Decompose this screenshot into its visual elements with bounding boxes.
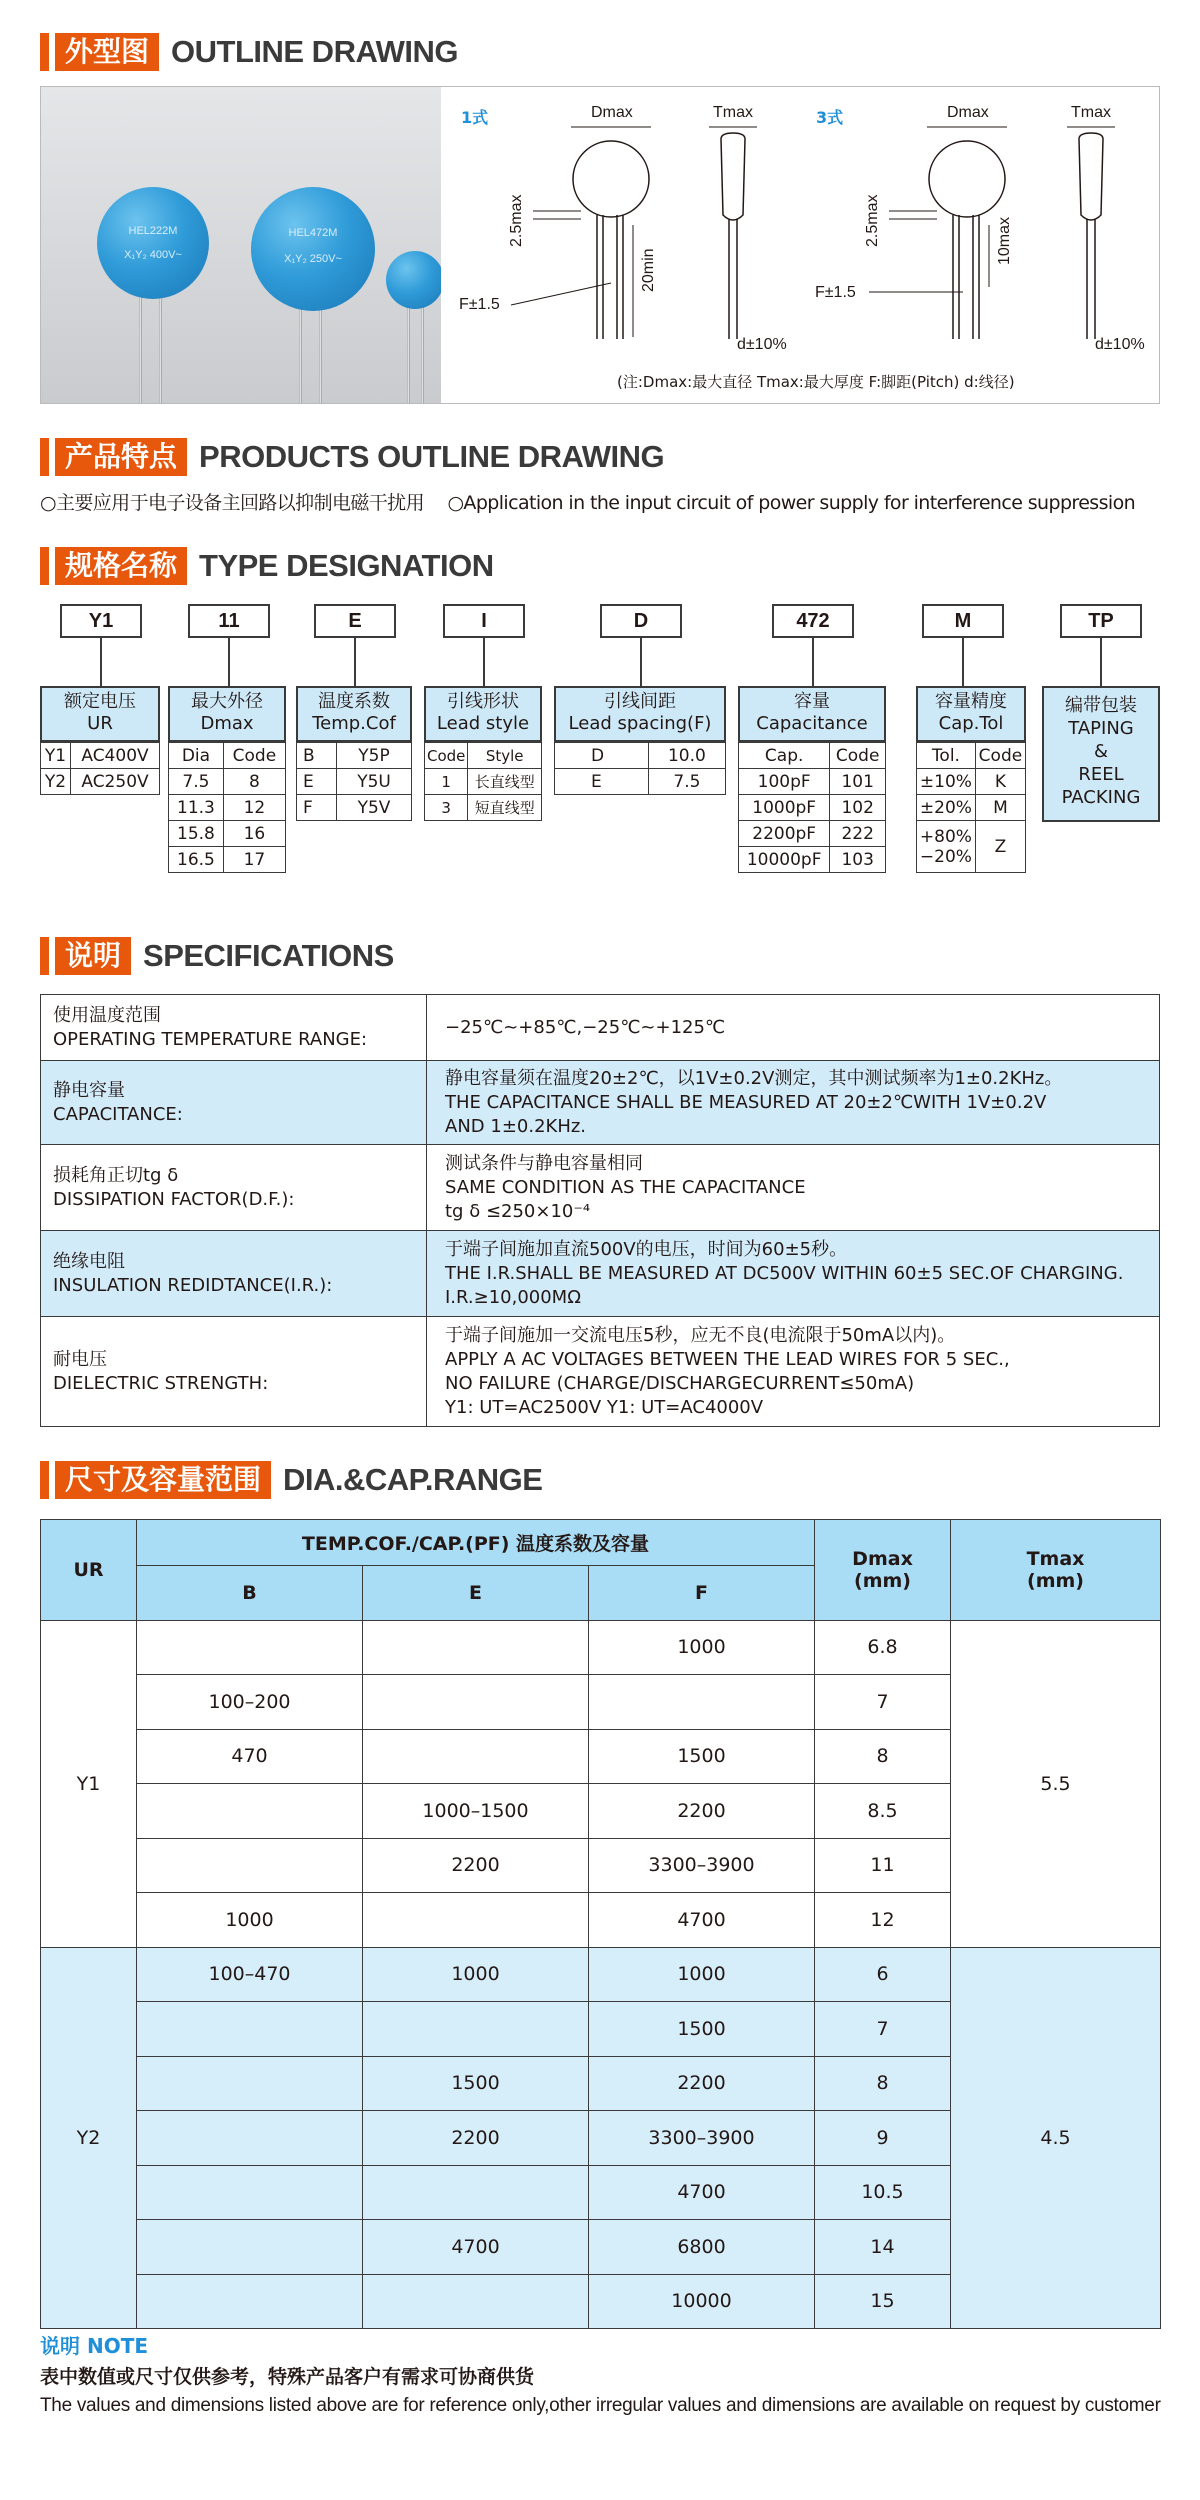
table-cell: 3 xyxy=(425,795,468,821)
lead-wire xyxy=(407,301,410,403)
section-title-cn: 外型图 xyxy=(55,33,159,71)
table-cell: Code xyxy=(975,743,1025,769)
tmax-col-header xyxy=(951,1520,1161,1621)
max10-label: 10max xyxy=(996,216,1013,265)
tmax-cell: 4.5 xyxy=(951,1947,1161,2329)
table-cell: 102 xyxy=(830,795,886,821)
table-cell: 11.3 xyxy=(169,795,224,821)
table-cell xyxy=(363,1893,589,1948)
lead-wire xyxy=(421,301,424,403)
pack-line: PACKING xyxy=(1061,787,1141,808)
table-cell: 100–470 xyxy=(137,1947,363,2002)
spec-value xyxy=(427,1231,1160,1317)
table-cell: 2200pF xyxy=(739,821,830,847)
table-row xyxy=(739,743,886,769)
table-cell: 8 xyxy=(815,1729,951,1784)
dmax-header-unit: (mm) xyxy=(854,1569,911,1592)
side-outline xyxy=(1079,133,1103,220)
spec-label-cn: 静电容量 xyxy=(53,1079,125,1101)
feature-item-en: ○Application in the input circuit of power supply for interference suppression xyxy=(447,492,1136,514)
lead-title-cn: 引线形状 xyxy=(447,691,519,712)
table-cell: 6.8 xyxy=(815,1620,951,1675)
spec-label-cn: 耐电压 xyxy=(53,1348,107,1370)
spec-value-line: 于端子间施加直流500V的电压，时间为60±5秒。 xyxy=(445,1238,848,1260)
section-marker xyxy=(40,438,49,476)
temp-col-header: TEMP.COF./CAP.(PF) 温度系数及容量 xyxy=(137,1520,815,1566)
wire-label: d±10% xyxy=(1095,336,1145,353)
table-cell: 10000pF xyxy=(739,847,830,873)
tol-table xyxy=(916,742,1026,873)
spec-value-line: tg δ ≤250×10⁻⁴ xyxy=(445,1200,591,1222)
code-box-pack: TP xyxy=(1060,604,1142,638)
table-row xyxy=(41,1620,1161,1675)
table-cell xyxy=(363,1620,589,1675)
note-text-en: The values and dimensions listed above are for reference only,other irregular values and dimensions are available on request by customer xyxy=(40,2395,1161,2416)
tmax-header-label: Tmax xyxy=(1026,1547,1085,1570)
code-box-lead: I xyxy=(443,604,525,638)
connector-line xyxy=(1100,638,1102,686)
capacitor-marking: HEL222M xyxy=(128,225,178,237)
ur-cell: Y1 xyxy=(41,1620,137,1947)
spec-row xyxy=(41,1231,1160,1317)
capacitor-marking: X₁Y₂ 250V~ xyxy=(284,253,342,265)
table-cell: 3300–3900 xyxy=(589,1838,815,1893)
section-title-cn: 尺寸及容量范围 xyxy=(55,1461,271,1499)
dmax-header-label: Dmax xyxy=(852,1547,913,1570)
section-title-en: TYPE DESIGNATION xyxy=(199,548,494,583)
table-row xyxy=(917,795,1026,821)
tmax-label: Tmax xyxy=(713,104,753,121)
table-cell xyxy=(363,2165,589,2220)
spec-value xyxy=(427,1145,1160,1231)
table-row xyxy=(555,769,726,795)
table-cell: 14 xyxy=(815,2220,951,2275)
table-cell: 8 xyxy=(223,769,285,795)
section-title-cn: 规格名称 xyxy=(55,547,187,585)
connector-line xyxy=(354,638,356,686)
spec-row xyxy=(41,1145,1160,1231)
min20-label: 20min xyxy=(640,248,657,292)
drawing-note: (注:Dmax:最大直径 Tmax:最大厚度 F:脚距(Pitch) d:线径) xyxy=(617,373,1015,391)
pack-line: & xyxy=(1093,741,1109,762)
table-row xyxy=(739,821,886,847)
table-cell: ±20% xyxy=(917,795,976,821)
disc-outline xyxy=(573,141,649,217)
section-title-cn: 产品特点 xyxy=(55,438,187,476)
table-cell: 8.5 xyxy=(815,1784,951,1839)
section-title-en: PRODUCTS OUTLINE DRAWING xyxy=(199,439,665,474)
table-cell: Dia xyxy=(169,743,224,769)
table-cell xyxy=(589,1675,815,1730)
cap-header xyxy=(738,686,886,742)
table-cell: 103 xyxy=(830,847,886,873)
packing-box xyxy=(1042,686,1160,822)
table-cell xyxy=(363,1675,589,1730)
pack-line: REEL xyxy=(1078,764,1124,785)
temp-title-en: Temp.Cof xyxy=(312,713,396,734)
spec-value-line: Y1: UT=AC2500V Y1: UT=AC4000V xyxy=(445,1396,764,1418)
temp-table xyxy=(296,742,412,821)
table-cell: +80% −20% xyxy=(917,821,976,873)
table-cell: 2200 xyxy=(363,1838,589,1893)
table-cell: 15 xyxy=(815,2274,951,2329)
f-col-header: F xyxy=(589,1566,815,1621)
table-row xyxy=(297,769,412,795)
ur-title-en: UR xyxy=(87,713,113,734)
table-cell: 1000 xyxy=(589,1620,815,1675)
table-row xyxy=(297,743,412,769)
table-cell: 16.5 xyxy=(169,847,224,873)
lead-title-en: Lead style xyxy=(436,713,530,734)
section-marker xyxy=(40,1461,49,1499)
table-cell: M xyxy=(975,795,1025,821)
table-row xyxy=(739,769,886,795)
table-row xyxy=(41,769,160,795)
table-cell: 12 xyxy=(223,795,285,821)
table-cell: 1500 xyxy=(589,2002,815,2057)
table-cell xyxy=(137,2274,363,2329)
table-cell: 100pF xyxy=(739,769,830,795)
connector-line xyxy=(228,638,230,686)
spec-value-line: NO FAILURE (CHARGE/DISCHARGECURRENT≤50mA) xyxy=(445,1372,915,1394)
table-row xyxy=(169,743,286,769)
dia-table xyxy=(168,742,286,873)
tol-header xyxy=(916,686,1026,742)
dia-title-cn: 最大外径 xyxy=(191,691,263,712)
table-cell: Cap. xyxy=(739,743,830,769)
cap-table xyxy=(738,742,886,873)
spec-label-cn: 损耗角正切tg δ xyxy=(53,1164,179,1186)
pitch-label: F±1.5 xyxy=(459,296,500,313)
code-box-dia: 11 xyxy=(188,604,270,638)
table-cell: 2200 xyxy=(589,2056,815,2111)
outline-drawing-panel xyxy=(40,86,1160,404)
table-row xyxy=(739,847,886,873)
table-cell: 7.5 xyxy=(648,769,725,795)
pitch-label: F±1.5 xyxy=(815,284,856,301)
table-cell: 1 xyxy=(425,769,468,795)
capacitor-marking: HEL472M xyxy=(288,227,338,239)
table-cell: 15.8 xyxy=(169,821,224,847)
table-cell xyxy=(363,2274,589,2329)
spec-row xyxy=(41,995,1160,1061)
tol-title-cn: 容量精度 xyxy=(935,691,1007,712)
lead-header xyxy=(424,686,542,742)
spec-label-en: OPERATING TEMPERATURE RANGE: xyxy=(53,1028,368,1050)
pitch-leader xyxy=(511,283,611,305)
table-cell: 10.0 xyxy=(648,743,725,769)
dimension-drawing xyxy=(441,87,1159,403)
connector-line xyxy=(962,638,964,686)
b-col-header: B xyxy=(137,1566,363,1621)
spacing-title-en: Lead spacing(F) xyxy=(568,713,712,734)
note-text-cn: 表中数值或尺寸仅供参考，特殊产品客户有需求可协商供货 xyxy=(40,2366,535,2388)
connector-line xyxy=(483,638,485,686)
spec-value-line: THE I.R.SHALL BE MEASURED AT DC500V WITHIN 60±5 SEC.OF CHARGING. xyxy=(445,1262,1124,1284)
spec-label xyxy=(41,1145,427,1231)
ur-header xyxy=(40,686,160,742)
capacitor-marking: X₁Y₂ 400V~ xyxy=(124,249,182,261)
table-row xyxy=(41,1947,1161,2002)
spec-value-line: 于端子间施加一交流电压5秒，应无不良(电流限于50mA以内)。 xyxy=(445,1324,956,1346)
spec-value-line: THE CAPACITANCE SHALL BE MEASURED AT 20±2℃WITH 1V±0.2V xyxy=(445,1091,1047,1113)
spec-value-line: SAME CONDITION AS THE CAPACITANCE xyxy=(445,1176,806,1198)
table-cell: 10.5 xyxy=(815,2165,951,2220)
table-cell: Y5V xyxy=(337,795,412,821)
table-cell: 16 xyxy=(223,821,285,847)
tmax-header-unit: (mm) xyxy=(1027,1569,1084,1592)
table-cell: 9 xyxy=(815,2111,951,2166)
table-cell xyxy=(137,2002,363,2057)
table-cell: 2200 xyxy=(363,2111,589,2166)
dimension-drawing-svg xyxy=(441,87,1159,403)
table-cell: 17 xyxy=(223,847,285,873)
table-cell: Y1 xyxy=(41,743,71,769)
ur-col-header: UR xyxy=(41,1520,137,1621)
spec-value xyxy=(427,995,1160,1061)
section-header-type xyxy=(40,546,494,586)
connector-line xyxy=(812,638,814,686)
section-marker xyxy=(40,937,49,975)
table-cell: 1000–1500 xyxy=(363,1784,589,1839)
spacing-title-cn: 引线间距 xyxy=(604,691,676,712)
tol-title-en: Cap.Tol xyxy=(938,713,1004,734)
spec-label-en: DIELECTRIC STRENGTH: xyxy=(53,1372,269,1394)
style3-label: 3式 xyxy=(816,108,844,127)
ur-table xyxy=(40,742,160,795)
table-cell xyxy=(363,2002,589,2057)
spacing-table xyxy=(554,742,726,795)
pack-line: 编带包装 xyxy=(1065,695,1137,716)
table-cell: Style xyxy=(468,743,542,769)
temp-title-cn: 温度系数 xyxy=(318,691,390,712)
range-header-row xyxy=(41,1520,1161,1566)
table-cell: 1000 xyxy=(137,1893,363,1948)
table-cell: AC250V xyxy=(71,769,160,795)
table-cell xyxy=(137,2220,363,2275)
table-cell xyxy=(137,2056,363,2111)
table-cell: 6800 xyxy=(589,2220,815,2275)
table-cell xyxy=(137,2165,363,2220)
table-cell: 1500 xyxy=(363,2056,589,2111)
style1-label: 1式 xyxy=(461,108,489,127)
spec-table xyxy=(40,994,1160,1427)
code-box-spacing: D xyxy=(600,604,682,638)
spec-label xyxy=(41,995,427,1061)
table-cell xyxy=(137,1620,363,1675)
spec-label-en: INSULATION REDIDTANCE(I.R.): xyxy=(53,1274,333,1296)
spec-label-en: DISSIPATION FACTOR(D.F.): xyxy=(53,1188,295,1210)
lead-table xyxy=(424,742,542,821)
table-cell: Code xyxy=(223,743,285,769)
table-cell: 2200 xyxy=(589,1784,815,1839)
table-cell xyxy=(137,1838,363,1893)
capacitor-photo xyxy=(41,87,441,403)
table-cell: 12 xyxy=(815,1893,951,1948)
table-row xyxy=(739,795,886,821)
table-cell: 11 xyxy=(815,1838,951,1893)
section-title-en: OUTLINE DRAWING xyxy=(171,34,459,69)
cap-title-en: Capacitance xyxy=(756,713,868,734)
table-cell: Tol. xyxy=(917,743,976,769)
code-box-tol: M xyxy=(922,604,1004,638)
table-cell: 3300–3900 xyxy=(589,2111,815,2166)
dia-title-en: Dmax xyxy=(200,713,254,734)
section-marker xyxy=(40,547,49,585)
dmax-col-header xyxy=(815,1520,951,1621)
table-row xyxy=(425,769,542,795)
table-row xyxy=(425,795,542,821)
table-cell: F xyxy=(297,795,337,821)
features-list xyxy=(40,488,1170,515)
capacitor-disc-small xyxy=(386,251,444,309)
table-cell: 470 xyxy=(137,1729,363,1784)
spec-value-line: AND 1±0.2KHz. xyxy=(445,1115,587,1137)
connector-line xyxy=(100,638,102,686)
cap-title-cn: 容量 xyxy=(794,691,830,712)
table-cell: 1500 xyxy=(589,1729,815,1784)
ur-title-cn: 额定电压 xyxy=(64,691,136,712)
section-title-en: SPECIFICATIONS xyxy=(143,938,394,973)
table-cell: Y5U xyxy=(337,769,412,795)
section-marker xyxy=(40,33,49,71)
dia-header xyxy=(168,686,286,742)
table-cell: 10000 xyxy=(589,2274,815,2329)
table-cell: 101 xyxy=(830,769,886,795)
side-outline xyxy=(721,133,745,220)
code-box-ur: Y1 xyxy=(60,604,142,638)
table-row xyxy=(917,821,1026,873)
d25-label: 2.5max xyxy=(864,194,881,247)
spec-row xyxy=(41,1061,1160,1145)
d25-label: 2.5max xyxy=(508,194,525,247)
table-cell xyxy=(363,1729,589,1784)
table-row xyxy=(169,821,286,847)
spec-label xyxy=(41,1317,427,1427)
ur-cell: Y2 xyxy=(41,1947,137,2329)
spec-label-en: CAPACITANCE: xyxy=(53,1103,183,1125)
code-box-temp: E xyxy=(314,604,396,638)
range-table xyxy=(40,1519,1161,2329)
spec-value-line: 测试条件与静电容量相同 xyxy=(445,1152,643,1174)
spec-value-line: I.R.≥10,000MΩ xyxy=(445,1286,581,1308)
table-cell: Code xyxy=(425,743,468,769)
table-cell: D xyxy=(555,743,649,769)
table-cell: Z xyxy=(975,821,1025,873)
table-cell: ±10% xyxy=(917,769,976,795)
table-row xyxy=(425,743,542,769)
table-cell: 1000 xyxy=(363,1947,589,2002)
section-header-spec xyxy=(40,936,394,976)
table-cell: 7 xyxy=(815,1675,951,1730)
spec-label-cn: 绝缘电阻 xyxy=(53,1250,125,1272)
wire-label: d±10% xyxy=(737,336,787,353)
spec-value-line: −25℃~+85℃,−25℃~+125℃ xyxy=(445,1016,726,1038)
section-title-en: DIA.&CAP.RANGE xyxy=(283,1462,543,1497)
table-cell: 1000 xyxy=(589,1947,815,2002)
note-title: 说明 NOTE xyxy=(40,2334,149,2358)
table-cell: 100–200 xyxy=(137,1675,363,1730)
spec-label xyxy=(41,1061,427,1145)
table-cell: 222 xyxy=(830,821,886,847)
table-cell: 7 xyxy=(815,2002,951,2057)
table-cell: AC400V xyxy=(71,743,160,769)
section-header-outline xyxy=(40,32,458,72)
tmax-cell: 5.5 xyxy=(951,1620,1161,1947)
section-title-cn: 说明 xyxy=(55,937,131,975)
connector-line xyxy=(640,638,642,686)
temp-header xyxy=(296,686,412,742)
table-cell: Y5P xyxy=(337,743,412,769)
spec-value-line: APPLY A AC VOLTAGES BETWEEN THE LEAD WIRES FOR 5 SEC., xyxy=(445,1348,1010,1370)
tmax-label: Tmax xyxy=(1071,104,1111,121)
table-cell: 4700 xyxy=(363,2220,589,2275)
dmax-label: Dmax xyxy=(591,104,633,121)
table-row xyxy=(917,743,1026,769)
feature-item-cn: ○主要应用于电子设备主回路以抑制电磁干扰用 xyxy=(40,492,424,514)
disc-outline xyxy=(929,141,1005,217)
table-cell: Y2 xyxy=(41,769,71,795)
capacitor-disc-medium xyxy=(251,187,375,311)
capacitor-disc-large xyxy=(97,187,209,299)
table-row xyxy=(169,769,286,795)
dmax-label: Dmax xyxy=(947,104,989,121)
table-cell: E xyxy=(555,769,649,795)
section-header-range xyxy=(40,1460,542,1500)
spec-value xyxy=(427,1317,1160,1427)
table-cell: 6 xyxy=(815,1947,951,2002)
table-row xyxy=(169,795,286,821)
spec-label-cn: 使用温度范围 xyxy=(53,1004,161,1026)
table-row xyxy=(41,743,160,769)
code-box-cap: 472 xyxy=(772,604,854,638)
table-cell: 1000pF xyxy=(739,795,830,821)
table-cell: 短直线型 xyxy=(468,795,542,821)
table-row xyxy=(297,795,412,821)
table-cell: 4700 xyxy=(589,2165,815,2220)
table-cell: 长直线型 xyxy=(468,769,542,795)
table-cell: 4700 xyxy=(589,1893,815,1948)
spec-row xyxy=(41,1317,1160,1427)
table-cell: 8 xyxy=(815,2056,951,2111)
table-cell: K xyxy=(975,769,1025,795)
spec-value-line: 静电容量须在温度20±2℃，以1V±0.2V测定，其中测试频率为1±0.2KHz。 xyxy=(445,1067,1063,1089)
table-row xyxy=(917,769,1026,795)
pack-line: TAPING xyxy=(1068,718,1134,739)
table-row xyxy=(555,743,726,769)
table-cell: B xyxy=(297,743,337,769)
table-row xyxy=(169,847,286,873)
spec-label xyxy=(41,1231,427,1317)
spec-value xyxy=(427,1061,1160,1145)
table-cell: Code xyxy=(830,743,886,769)
table-cell: E xyxy=(297,769,337,795)
table-cell xyxy=(137,1784,363,1839)
table-cell: 7.5 xyxy=(169,769,224,795)
section-header-features xyxy=(40,437,664,477)
e-col-header: E xyxy=(363,1566,589,1621)
spacing-header xyxy=(554,686,726,742)
table-cell xyxy=(137,2111,363,2166)
